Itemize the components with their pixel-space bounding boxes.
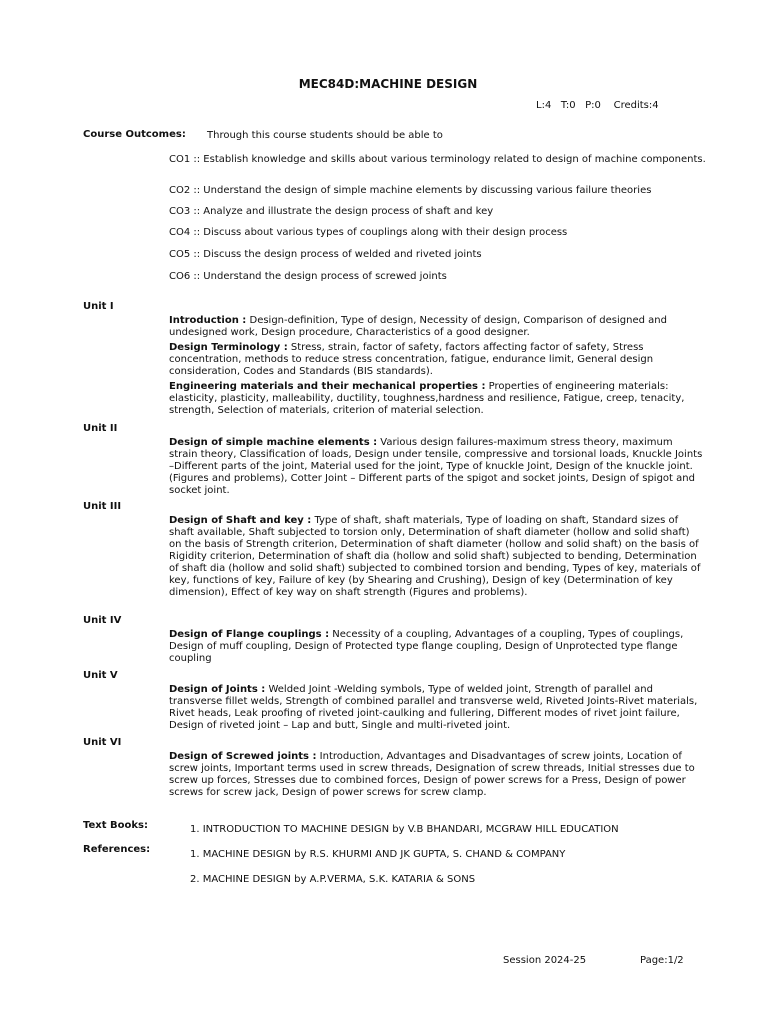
unit-label: Unit IV	[83, 615, 122, 626]
session-label: Session 2024-25	[503, 955, 587, 966]
co-item: CO2 :: Understand the design of simple machine elements by discussing various failure theories	[169, 185, 652, 196]
topic-text: Type of shaft, shaft materials, Type of loading on shaft, Standard sizes of shaft available, Shaft subjected to torsion only, Determination of shaft diameter (hollow and solid shaft) on the basis of Strength criterion, Determination of shaft diameter (hollow and solid shaft) on the basis of Rigidity criterion, Determination of shaft dia (hollow and solid shaft) subjected to bending, Determination of shaft dia (hollow and solid shaft) subjected to combined torsion and bending, Types of key, materials of key, functions of key, Failure of key (by Shearing and Crushing), Design of key (Determination of key dimension), Effect of key way on shaft strength (Figures and problems).	[169, 515, 701, 598]
text-books-label: Text Books:	[83, 820, 148, 831]
reference-item: 1. MACHINE DESIGN by R.S. KHURMI AND JK GUPTA, S. CHAND & COMPANY	[190, 849, 566, 860]
unit-label: Unit I	[83, 301, 114, 312]
unit-topic	[169, 437, 704, 497]
references-label: References:	[83, 844, 151, 855]
topic-text: Welded Joint -Welding symbols, Type of welded joint, Strength of parallel and transverse fillet welds, Strength of combined parallel and transverse weld, Riveted Joints-Rivet materials, Rivet heads, Leak proofing of riveted joint-caulking and fullering, Different modes of rivet joint failure, Design of riveted joint – Lap and butt, Single and multi-riveted joint.	[169, 684, 698, 731]
unit-topic	[169, 629, 704, 665]
unit-topic	[169, 342, 704, 378]
co-item: CO5 :: Discuss the design process of welded and riveted joints	[169, 249, 482, 260]
unit-topic	[169, 315, 704, 339]
co-item: CO4 :: Discuss about various types of couplings along with their design process	[169, 227, 568, 238]
co-item: CO1 :: Establish knowledge and skills about various terminology related to design of machine components.	[169, 154, 706, 165]
topic-heading: Design of Screwed joints :	[169, 751, 317, 762]
topic-heading: Design of simple machine elements :	[169, 437, 378, 448]
page-number: Page:1/2	[640, 955, 684, 966]
unit-label: Unit III	[83, 501, 122, 512]
course-outcomes-intro: Through this course students should be able to	[207, 130, 443, 141]
co-item: CO3 :: Analyze and illustrate the design process of shaft and key	[169, 206, 494, 217]
co-item: CO6 :: Understand the design process of screwed joints	[169, 271, 447, 282]
reference-item: 2. MACHINE DESIGN by A.P.VERMA, S.K. KATARIA & SONS	[190, 874, 476, 885]
credits-line: L:4 T:0 P:0 Credits:4	[536, 100, 659, 111]
topic-text: Design-definition, Type of design, Necessity of design, Comparison of designed and undesigned work, Design procedure, Characteristics of a good designer.	[169, 315, 667, 338]
topic-text: Stress, strain, factor of safety, factors affecting factor of safety, Stress concentration, methods to reduce stress concentration, fatigue, endurance limit, General design consideration, Codes and Standards (BIS standards).	[169, 342, 654, 377]
topic-heading: Engineering materials and their mechanical properties :	[169, 381, 486, 392]
topic-text: Properties of engineering materials: elasticity, plasticity, malleability, ductility, toughness,hardness and resilience, Fatigue, creep, tenacity, strength, Selection of materials, criterion of material selection.	[169, 381, 685, 416]
topic-heading: Design of Joints :	[169, 684, 266, 695]
unit-topic	[169, 381, 704, 417]
unit-label: Unit VI	[83, 737, 122, 748]
unit-label: Unit V	[83, 670, 118, 681]
topic-heading: Design of Shaft and key :	[169, 515, 312, 526]
topic-text: Introduction, Advantages and Disadvantages of screw joints, Location of screw joints, Important terms used in screw threads, Designation of screw threads, Initial stresses due to screw up forces, Stresses due to combined forces, Design of power screws for a Press, Design of power screws for screw jack, Design of power screws for screw clamp.	[169, 751, 695, 798]
unit-topic	[169, 684, 704, 732]
topic-heading: Design Terminology :	[169, 342, 288, 353]
unit-label: Unit II	[83, 423, 118, 434]
document-title: MEC84D:MACHINE DESIGN	[298, 77, 478, 91]
topic-heading: Introduction :	[169, 315, 247, 326]
topic-heading: Design of Flange couplings :	[169, 629, 330, 640]
topic-text: Various design failures-maximum stress theory, maximum strain theory, Classification of loads, Design under tensile, compressive and torsional loads, Knuckle Joints –Different parts of the joint, Material used for the joint, Type of knuckle Joint, Design of the knuckle joint. (Figures and problems), Cotter Joint – Different parts of the spigot and socket joints, Design of spigot and socket joint.	[169, 437, 703, 496]
topic-text: Necessity of a coupling, Advantages of a coupling, Types of couplings, Design of muff coupling, Design of Protected type flange coupling, Design of Unprotected type flange coupling	[169, 629, 684, 664]
course-outcomes-label: Course Outcomes:	[83, 129, 186, 140]
text-book-item: 1. INTRODUCTION TO MACHINE DESIGN by V.B BHANDARI, MCGRAW HILL EDUCATION	[190, 824, 619, 835]
unit-topic	[169, 515, 704, 599]
unit-topic	[169, 751, 704, 799]
